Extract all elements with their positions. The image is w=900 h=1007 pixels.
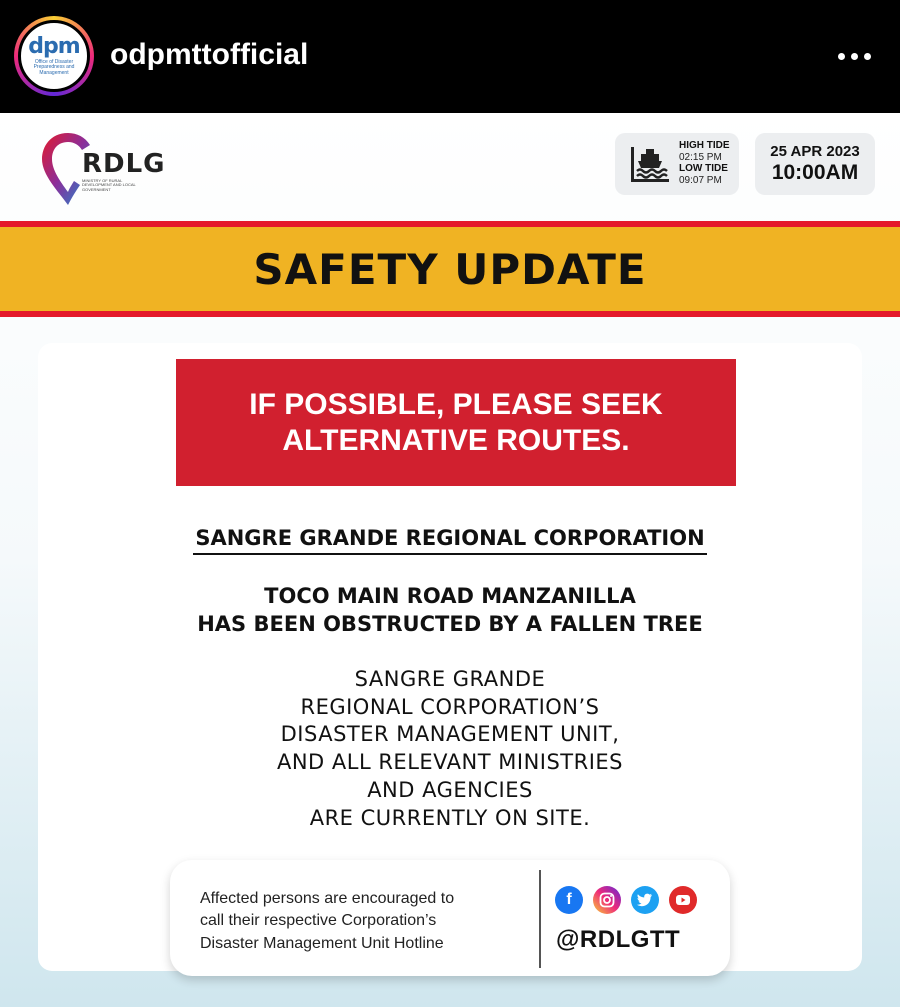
facebook-icon[interactable]: f (555, 886, 583, 914)
youtube-icon[interactable] (669, 886, 697, 914)
post-time: 10:00AM (771, 161, 859, 184)
more-options-icon[interactable] (834, 44, 874, 68)
odpm-logo (18, 20, 90, 92)
contact-footer (170, 860, 730, 976)
onsite-notice-line: AND AGENCIES (367, 777, 533, 802)
post-image[interactable] (0, 113, 900, 1007)
avatar-logo-text: dpm (28, 33, 80, 59)
corporation-title-text: SANGRE GRANDE REGIONAL CORPORATION (193, 526, 706, 555)
alert-box (176, 359, 736, 486)
rdlg-logo-subtext: MINISTRY OF RURAL DEVELOPMENT AND LOCAL GOVERNMENT (82, 178, 136, 192)
avatar-logo-subtext: Office of Disaster Preparedness and Management (33, 58, 75, 76)
banner-title: SAFETY UPDATE (253, 244, 647, 294)
onsite-notice-line: REGIONAL CORPORATION’S (300, 694, 600, 719)
social-icons (555, 886, 697, 914)
avatar[interactable] (14, 16, 94, 96)
username[interactable]: odpmttofficial (110, 38, 309, 71)
low-tide-label: LOW TIDE (679, 163, 728, 174)
onsite-notice-line: SANGRE GRANDE (354, 667, 546, 691)
high-tide-label: HIGH TIDE (679, 140, 730, 151)
footer-divider (539, 870, 541, 968)
post-date: 25 APR 2023 (770, 143, 860, 160)
safety-banner-inner (0, 227, 900, 311)
high-tide-time: 02:15 PM (679, 151, 722, 163)
footer-message (200, 888, 540, 955)
twitter-icon[interactable] (631, 886, 659, 914)
road-notice-line: TOCO MAIN ROAD MANZANILLA (264, 584, 636, 608)
onsite-notice-line: DISASTER MANAGEMENT UNIT, (280, 722, 620, 747)
ship-waves-icon (629, 145, 671, 185)
corporation-title (38, 526, 862, 550)
safety-banner (0, 221, 900, 317)
footer-line: Disaster Management Unit Hotline (200, 934, 444, 952)
date-time-info (755, 133, 875, 195)
onsite-notice (38, 666, 862, 832)
road-notice (38, 582, 862, 639)
instagram-icon[interactable] (593, 886, 621, 914)
post-header (0, 0, 900, 113)
alert-text: IF POSSIBLE, PLEASE SEEK ALTERNATIVE ROUTES. (249, 387, 663, 457)
social-handle: @RDLGTT (556, 926, 681, 953)
onsite-notice-line: AND ALL RELEVANT MINISTRIES (276, 750, 624, 775)
rdlg-logo-text: RDLG (82, 149, 166, 179)
low-tide-time: 09:07 PM (679, 174, 722, 186)
tide-info (615, 133, 739, 195)
footer-line: call their respective Corporation’s (200, 912, 437, 930)
footer-line: Affected persons are encouraged to (200, 890, 455, 907)
road-notice-line: HAS BEEN OBSTRUCTED BY A FALLEN TREE (197, 612, 703, 637)
onsite-notice-line: ARE CURRENTLY ON SITE. (309, 805, 591, 830)
